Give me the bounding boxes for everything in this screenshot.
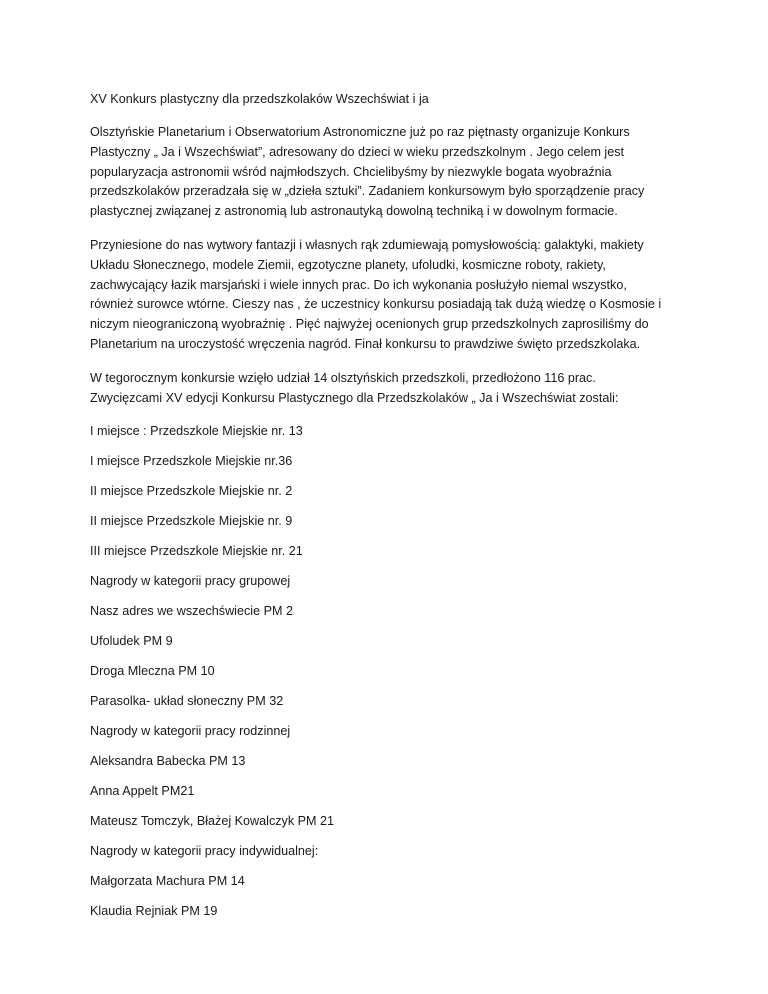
list-item: Małgorzata Machura PM 14 <box>90 874 245 889</box>
list-item: I miejsce : Przedszkole Miejskie nr. 13 <box>90 424 303 439</box>
works-paragraph <box>90 236 690 355</box>
intro-paragraph <box>90 123 690 222</box>
paragraph-line: plastycznej związanej z astronomią lub astronautyką dowolną techniką i w dowolnym formacie. <box>90 204 618 219</box>
paragraph-line: Zwycięzcami XV edycji Konkursu Plastycznego dla Przedszkolaków „ Ja i Wszechświat zostali: <box>90 390 619 405</box>
paragraph-line: popularyzacja astronomii wśród najmłodszych. Chcielibyśmy by niezwykle bogata wyobraźnia <box>90 164 612 179</box>
list-item: II miejsce Przedszkole Miejskie nr. 9 <box>90 514 293 529</box>
list-item: Ufoludek PM 9 <box>90 634 173 649</box>
paragraph-line: niczym nieograniczoną wyobraźnię . Pięć najwyżej ocenionych grup przedszkolnych zaprosiliśmy do <box>90 317 649 332</box>
participation-paragraph <box>90 369 690 409</box>
document-title: XV Konkurs plastyczny dla przedszkolaków Wszechświat i ja <box>90 92 429 106</box>
paragraph-line: Plastyczny „ Ja i Wszechświat”, adresowany do dzieci w wieku przedszkolnym . Jego celem jest <box>90 144 625 159</box>
list-item: Parasolka- układ słoneczny PM 32 <box>90 694 284 709</box>
list-item: Mateusz Tomczyk, Błażej Kowalczyk PM 21 <box>90 814 335 829</box>
list-item: Nagrody w kategorii pracy grupowej <box>90 574 291 589</box>
paragraph-line: również surowce wtórne. Cieszy nas , że uczestnicy konkursu posiadają tak dużą wiedzę o Kosmosie i <box>90 297 662 312</box>
list-item: Klaudia Rejniak PM 19 <box>90 904 218 919</box>
paragraph-line: Planetarium na uroczystość wręczenia nagród. Finał konkursu to prawdziwe święto przedszkolaka. <box>90 336 641 351</box>
list-item: Nagrody w kategorii pracy indywidualnej: <box>90 844 319 859</box>
document-page <box>90 90 690 932</box>
results-list <box>90 422 690 932</box>
list-item: III miejsce Przedszkole Miejskie nr. 21 <box>90 544 303 559</box>
list-item: Nagrody w kategorii pracy rodzinnej <box>90 724 291 739</box>
list-item: Aleksandra Babecka PM 13 <box>90 754 246 769</box>
paragraph-line: przedszkolaków przeradzała się w „dzieła sztuki”. Zadaniem konkursowym było sporządzenie pracy <box>90 184 645 199</box>
list-item: Nasz adres we wszechświecie PM 2 <box>90 604 293 619</box>
list-item: I miejsce Przedszkole Miejskie nr.36 <box>90 454 293 469</box>
paragraph-line: Przyniesione do nas wytwory fantazji i własnych rąk zdumiewają pomysłowością: galaktyki, makiety <box>90 237 644 252</box>
list-item: Droga Mleczna PM 10 <box>90 664 215 679</box>
list-item: Anna Appelt PM21 <box>90 784 195 799</box>
paragraph-line: W tegorocznym konkursie wzięło udział 14 olsztyńskich przedszkoli, przedłożono 116 prac. <box>90 370 596 385</box>
paragraph-line: Olsztyńskie Planetarium i Obserwatorium Astronomiczne już po raz piętnasty organizuje Konkurs <box>90 125 630 139</box>
paragraph-line: zachwycający łazik marsjański i wiele innych prac. Do ich wykonania posłużyło niemal wszystko, <box>90 277 627 292</box>
paragraph-line: Układu Słonecznego, modele Ziemii, egzotyczne planety, ufoludki, kosmiczne roboty, rakiety, <box>90 257 606 272</box>
list-item: II miejsce Przedszkole Miejskie nr. 2 <box>90 484 293 499</box>
